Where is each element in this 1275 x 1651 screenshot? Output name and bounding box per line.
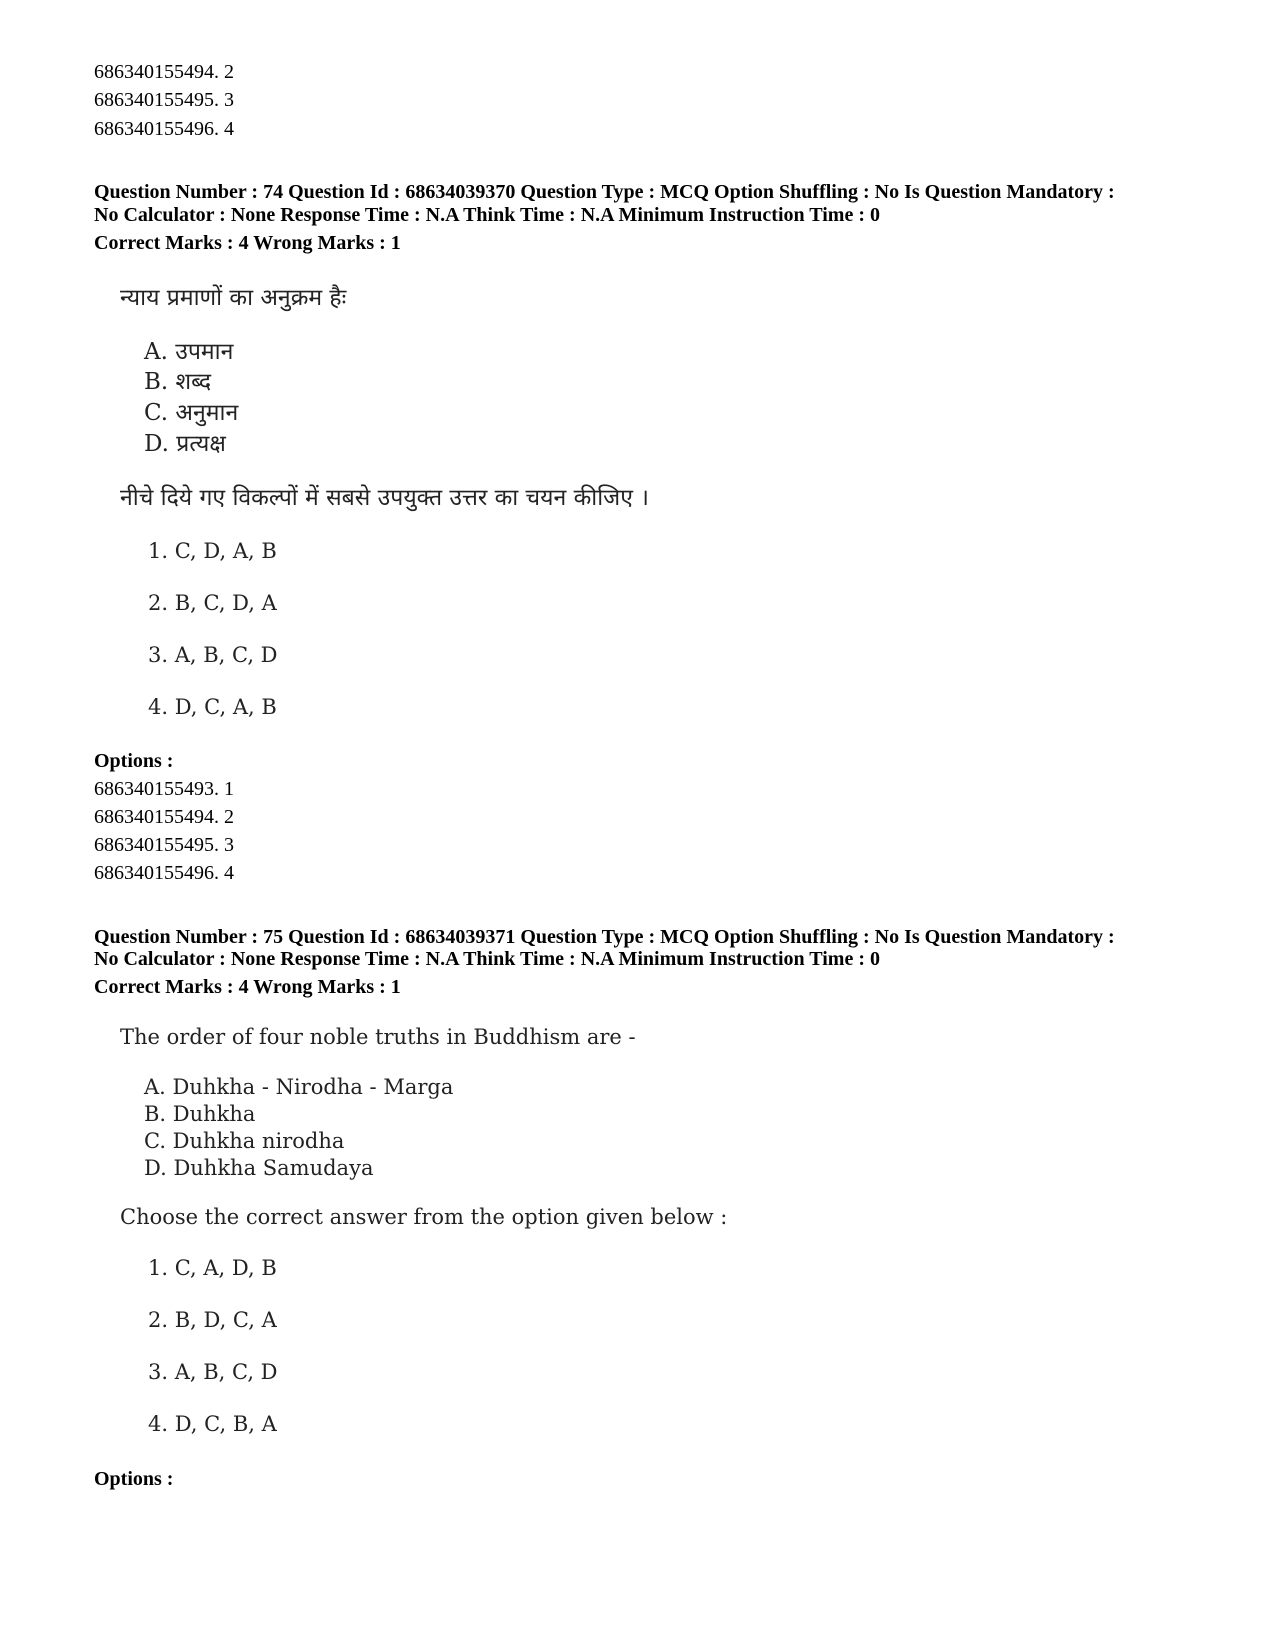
list-item: A. उपमान <box>144 339 234 365</box>
options-label: Options : <box>94 750 174 772</box>
list-item: C. अनुमान <box>144 400 239 426</box>
answer-choice: 1. C, D, A, B <box>148 539 277 563</box>
answer-choice: 4. D, C, A, B <box>148 695 277 719</box>
list-item: D. प्रत्यक्ष <box>144 431 226 457</box>
question-instruction: Choose the correct answer from the option given below : <box>120 1205 728 1229</box>
option-id-line: 686340155494. 2 <box>94 61 234 83</box>
question-marks: Correct Marks : 4 Wrong Marks : 1 <box>94 976 401 998</box>
question-stem: The order of four noble truths in Buddhism are - <box>120 1025 636 1049</box>
answer-choice: 2. B, C, D, A <box>148 591 277 615</box>
list-item: B. शब्द <box>144 369 212 395</box>
question-stem: न्याय प्रमाणों का अनुक्रम हैः <box>120 285 347 311</box>
answer-choice: 3. A, B, C, D <box>148 1360 278 1384</box>
question-header-line1: Question Number : 75 Question Id : 68634039371 Question Type : MCQ Option Shuffling : No Is Question Mandatory : <box>94 926 1115 948</box>
question-marks: Correct Marks : 4 Wrong Marks : 1 <box>94 232 401 254</box>
option-id-line: 686340155495. 3 <box>94 89 234 111</box>
list-item: C. Duhkha nirodha <box>144 1129 345 1153</box>
question-header-line2: No Calculator : None Response Time : N.A Think Time : N.A Minimum Instruction Time : 0 <box>94 948 880 970</box>
question-instruction: नीचे दिये गए विकल्पों में सबसे उपयुक्त उत्तर का चयन कीजिए । <box>120 485 649 511</box>
answer-choice: 4. D, C, B, A <box>148 1412 277 1436</box>
answer-choice: 2. B, D, C, A <box>148 1308 277 1332</box>
option-id-line: 686340155494. 2 <box>94 806 234 828</box>
option-id-line: 686340155495. 3 <box>94 834 234 856</box>
answer-choice: 3. A, B, C, D <box>148 643 278 667</box>
list-item: B. Duhkha <box>144 1102 256 1126</box>
list-item: D. Duhkha Samudaya <box>144 1156 374 1180</box>
list-item: A. Duhkha - Nirodha - Marga <box>144 1075 454 1099</box>
options-label: Options : <box>94 1468 174 1490</box>
option-id-line: 686340155493. 1 <box>94 778 234 800</box>
option-id-line: 686340155496. 4 <box>94 862 234 884</box>
option-id-line: 686340155496. 4 <box>94 118 234 140</box>
question-header-line2: No Calculator : None Response Time : N.A Think Time : N.A Minimum Instruction Time : 0 <box>94 204 880 226</box>
question-header-line1: Question Number : 74 Question Id : 68634039370 Question Type : MCQ Option Shuffling : No Is Question Mandatory : <box>94 181 1115 203</box>
answer-choice: 1. C, A, D, B <box>148 1256 277 1280</box>
